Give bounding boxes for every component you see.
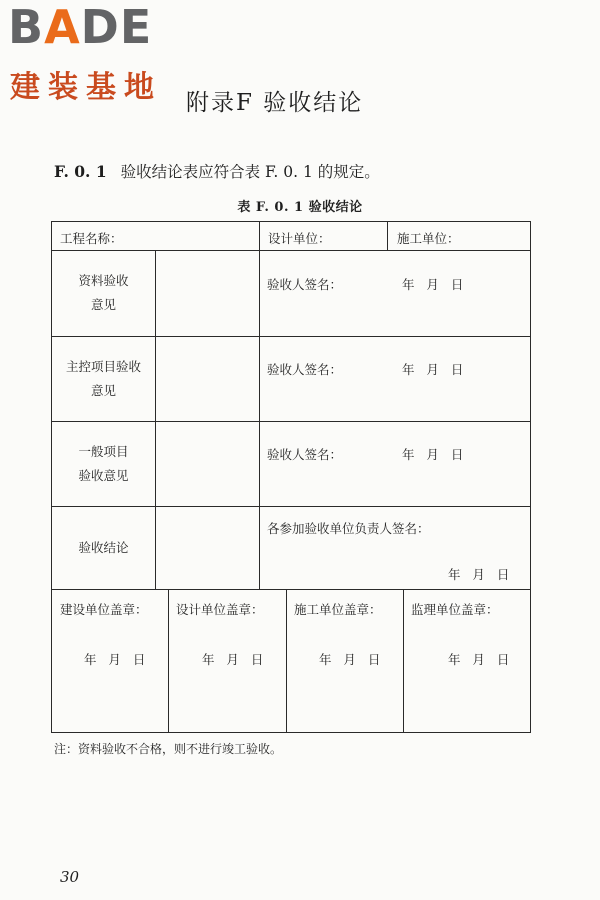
table-caption: 表 F. 0. 1 验收结论 bbox=[237, 200, 363, 215]
construction-unit-label: 施工单位： bbox=[397, 231, 460, 246]
supervision-seal-label: 监理单位盖章： bbox=[411, 602, 499, 617]
col-divider bbox=[155, 250, 156, 589]
date-field: 年 月 日 bbox=[402, 277, 464, 292]
construction-seal-label: 施工单位盖章： bbox=[294, 602, 382, 617]
row-divider bbox=[52, 506, 530, 507]
row-divider bbox=[52, 589, 530, 590]
row-divider bbox=[52, 250, 530, 251]
col-divider bbox=[387, 222, 388, 250]
page-number: 30 bbox=[60, 868, 80, 886]
acceptor-signature-label: 验收人签名： bbox=[267, 277, 343, 292]
clause-paragraph bbox=[54, 160, 380, 182]
col-divider bbox=[168, 589, 169, 732]
col-divider bbox=[286, 589, 287, 732]
acceptance-conclusion-table bbox=[51, 221, 531, 733]
date-field: 年 月 日 bbox=[402, 447, 464, 462]
appendix-title: 附录F 验收结论 bbox=[186, 90, 364, 116]
date-field: 年 月 日 bbox=[202, 652, 264, 667]
date-field: 年 月 日 bbox=[319, 652, 381, 667]
design-unit-label: 设计单位： bbox=[268, 231, 331, 246]
row-label-general-items: 一般项目 验收意见 bbox=[78, 444, 129, 483]
bade-logo bbox=[8, 0, 183, 105]
row-label-data-acceptance: 资料验收 意见 bbox=[78, 273, 129, 312]
date-field: 年 月 日 bbox=[84, 652, 146, 667]
date-field: 年 月 日 bbox=[448, 567, 510, 582]
logo-chinese-name: 建装基地 bbox=[10, 70, 162, 105]
date-field: 年 月 日 bbox=[402, 362, 464, 377]
col-divider bbox=[259, 250, 260, 589]
table-footnote: 注：资料验收不合格，则不进行竣工验收。 bbox=[54, 742, 283, 756]
acceptor-signature-label: 验收人签名： bbox=[267, 362, 343, 377]
logo-wordmark: BADE bbox=[8, 0, 153, 54]
project-name-label: 工程名称： bbox=[60, 231, 123, 246]
row-divider bbox=[52, 336, 530, 337]
row-label-main-control-items: 主控项目验收 意见 bbox=[65, 359, 141, 398]
col-divider bbox=[403, 589, 404, 732]
clause-text: 验收结论表应符合表 F. 0. 1 的规定。 bbox=[120, 163, 380, 181]
owner-seal-label: 建设单位盖章： bbox=[60, 602, 148, 617]
unit-heads-signature-label: 各参加验收单位负责人签名： bbox=[267, 521, 430, 536]
acceptor-signature-label: 验收人签名： bbox=[267, 447, 343, 462]
col-divider bbox=[259, 222, 260, 250]
design-seal-label: 设计单位盖章： bbox=[176, 602, 264, 617]
row-divider bbox=[52, 421, 530, 422]
row-label-acceptance-conclusion: 验收结论 bbox=[78, 540, 129, 555]
clause-number: F. 0. 1 bbox=[54, 162, 107, 181]
date-field: 年 月 日 bbox=[448, 652, 510, 667]
